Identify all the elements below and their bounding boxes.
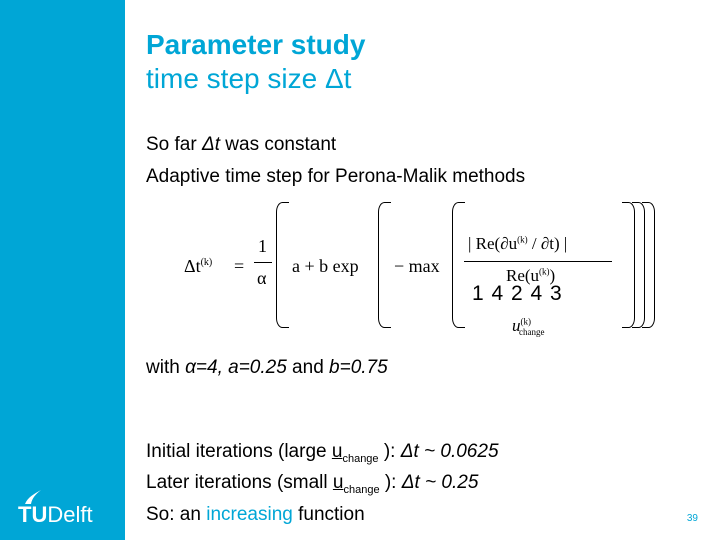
formula-under-label — [512, 316, 556, 337]
formula-under-sub: change — [519, 327, 545, 338]
bullet-adaptive: Adaptive time step for Perona-Malik methods — [146, 166, 526, 187]
formula-underbrace-digits: 1 4 2 4 3 — [472, 282, 563, 305]
later-pre: Later iterations (small — [146, 472, 333, 493]
so-highlight: increasing — [206, 504, 293, 525]
logo-tu: TU — [18, 502, 48, 527]
so-pre: So: an — [146, 504, 207, 525]
adaptive-timestep-formula — [172, 198, 662, 350]
later-sub: change — [343, 483, 380, 496]
title-line-1: Parameter study — [146, 29, 366, 60]
with-pre: with — [146, 357, 186, 378]
later-post: ): — [379, 472, 402, 493]
formula-lhs-sup: (k) — [200, 257, 213, 268]
so-post: function — [292, 504, 365, 525]
so-increasing — [146, 503, 365, 527]
formula-num-end: / ∂t) | — [527, 234, 568, 253]
formula-inner: a + b exp — [292, 256, 359, 276]
initial-value: Δt ~ 0.0625 — [400, 441, 499, 462]
logo-delft: Delft — [47, 502, 93, 527]
sidebar-band — [0, 0, 125, 540]
formula-frac-den: α — [257, 268, 267, 288]
title-line-2: time step size Δt — [146, 63, 352, 94]
with-mid: and — [286, 357, 330, 378]
initial-post: ): — [378, 441, 401, 462]
formula-under-u: u — [512, 316, 521, 335]
paren-left-1 — [276, 202, 289, 328]
initial-sub: change — [342, 452, 379, 465]
formula-den-sup: (k) — [539, 266, 550, 277]
tudelft-logo — [14, 488, 114, 528]
with-b: b=0.75 — [329, 357, 388, 378]
formula-numerator — [468, 234, 567, 254]
bullet-constant-pre: So far — [146, 134, 202, 155]
paren-left-3 — [452, 202, 465, 328]
later-iterations — [146, 471, 478, 502]
slide-title — [146, 28, 365, 96]
formula-minus-max: − max — [394, 256, 440, 276]
formula-frac-bar — [254, 262, 272, 263]
paren-left-2 — [378, 202, 391, 328]
initial-iterations — [146, 440, 499, 471]
formula-under-sup: (k) — [520, 316, 531, 327]
later-u: u — [332, 472, 344, 493]
bullet-constant-var: Δt — [201, 134, 221, 155]
initial-u: u — [331, 441, 343, 462]
formula-equals: = — [234, 256, 245, 276]
page-number: 39 — [686, 513, 698, 524]
logo-wordmark — [18, 502, 93, 528]
bullet-constant — [146, 133, 336, 157]
with-parameters — [146, 356, 388, 380]
formula-frac-num: 1 — [258, 236, 267, 256]
formula-den-text: Re(u — [506, 266, 540, 285]
formula-main-bar — [464, 261, 612, 262]
formula-num-text: | Re(∂u — [468, 234, 518, 253]
bullet-constant-post: was constant — [220, 134, 337, 155]
formula-lhs — [184, 256, 212, 277]
later-value: Δt ~ 0.25 — [401, 472, 479, 493]
formula-den-end: ) — [549, 266, 556, 285]
formula-num-sup: (k) — [517, 234, 528, 245]
with-params: α=4, a=0.25 — [185, 357, 287, 378]
formula-lhs-dt: Δt — [184, 256, 201, 276]
initial-pre: Initial iterations (large — [146, 441, 332, 462]
paren-right-3 — [642, 202, 655, 328]
